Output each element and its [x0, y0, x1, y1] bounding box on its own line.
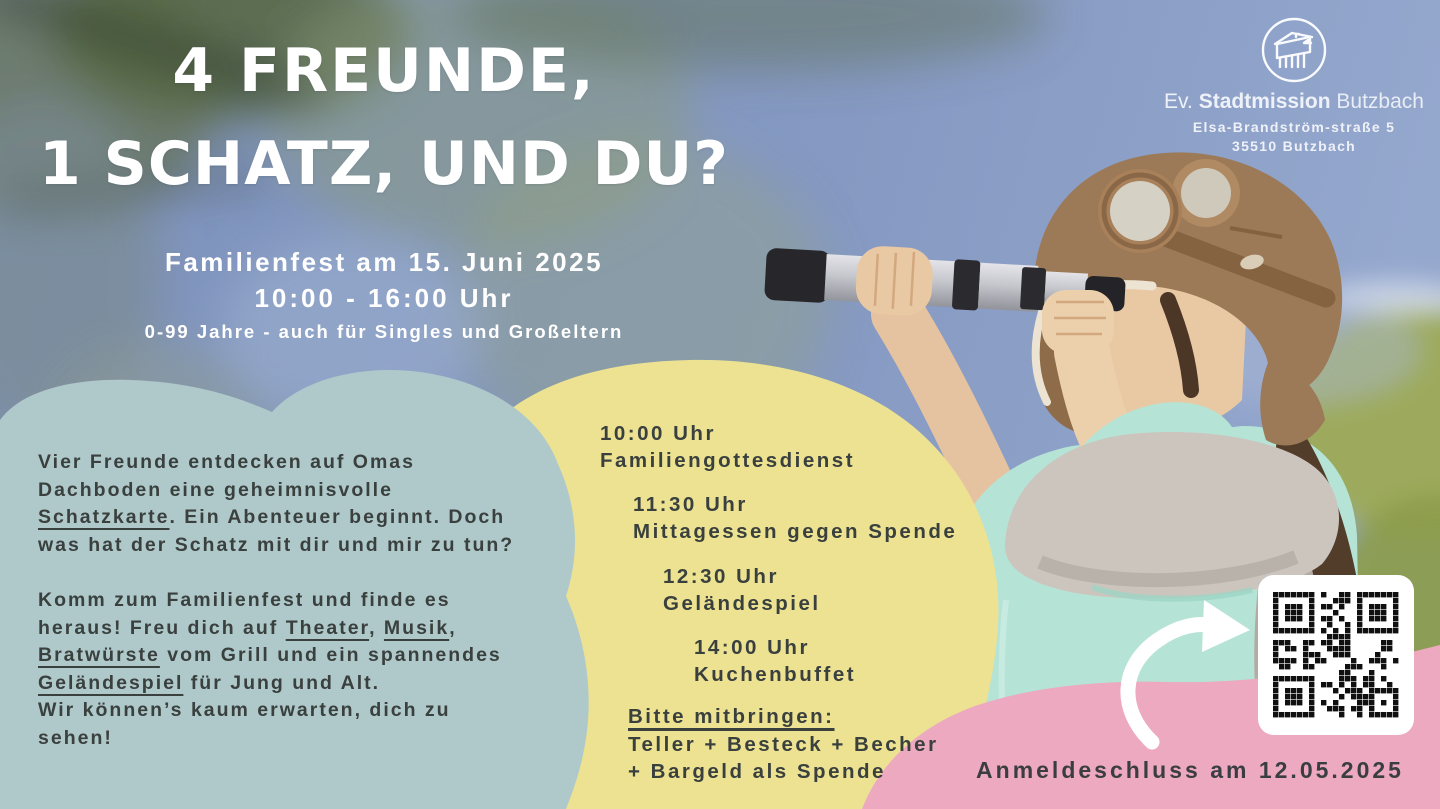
headline [28, 36, 740, 199]
intro-paragraph-1: Vier Freunde entdecken auf Omas Dachboden eine geheimnisvolle Schatzkarte. Ein Abenteuer beginnt. Doch was hat der Schatz mit dir und mir zu tun? [38, 451, 515, 556]
schedule-item-4-time: 14:00 Uhr [694, 636, 810, 659]
bring-list [628, 703, 939, 786]
organization-city: 35510 Butzbach [1231, 138, 1357, 154]
organization-block [1158, 12, 1430, 154]
schedule-item-3 [663, 563, 821, 617]
schedule-item-3-label: Geländespiel [663, 592, 821, 615]
bring-heading: Bitte mitbringen: [628, 705, 835, 728]
schedule-item-1-time: 10:00 Uhr [600, 422, 716, 445]
schedule-item-1 [600, 420, 855, 474]
stadtmission-logo-icon [1256, 12, 1332, 88]
headline-line-2: 1 SCHATZ, UND DU? [39, 129, 729, 199]
headline-line-1: 4 FREUNDE, [172, 36, 596, 106]
schedule-item-1-label: Familiengottesdienst [600, 449, 856, 472]
schedule-item-3-time: 12:30 Uhr [663, 565, 779, 588]
schedule-item-2-label: Mittagessen gegen Spende [633, 520, 958, 543]
event-audience: 0-99 Jahre - auch für Singles und Großeltern [144, 321, 624, 342]
qr-code [1258, 575, 1414, 735]
organization-street: Elsa-Brandström-straße 5 [1192, 119, 1396, 135]
event-info [28, 247, 740, 343]
event-time: 10:00 - 16:00 Uhr [254, 283, 514, 313]
intro-paragraph-2: Komm zum Familienfest und finde es heraus! Freu dich auf Theater, Musik, Bratwürste vom Grill und ein spannendes Geländespiel für Jung und Alt. Wir können’s kaum erwarten, dich zu sehen! [38, 589, 502, 749]
bring-line-1: Teller + Besteck + Becher [628, 732, 939, 756]
registration-deadline: Anmeldeschluss am 12.05.2025 [976, 757, 1404, 783]
schedule-item-4 [694, 634, 856, 688]
event-date: Familienfest am 15. Juni 2025 [164, 247, 604, 277]
organization-name: Ev. Stadtmission Butzbach [1164, 90, 1424, 113]
schedule-item-2 [633, 491, 957, 545]
bring-line-2: + Bargeld als Spende [628, 760, 886, 783]
schedule-item-4-label: Kuchenbuffet [694, 663, 857, 686]
schedule-item-2-time: 11:30 Uhr [633, 493, 748, 516]
curved-arrow-icon [1098, 590, 1268, 752]
